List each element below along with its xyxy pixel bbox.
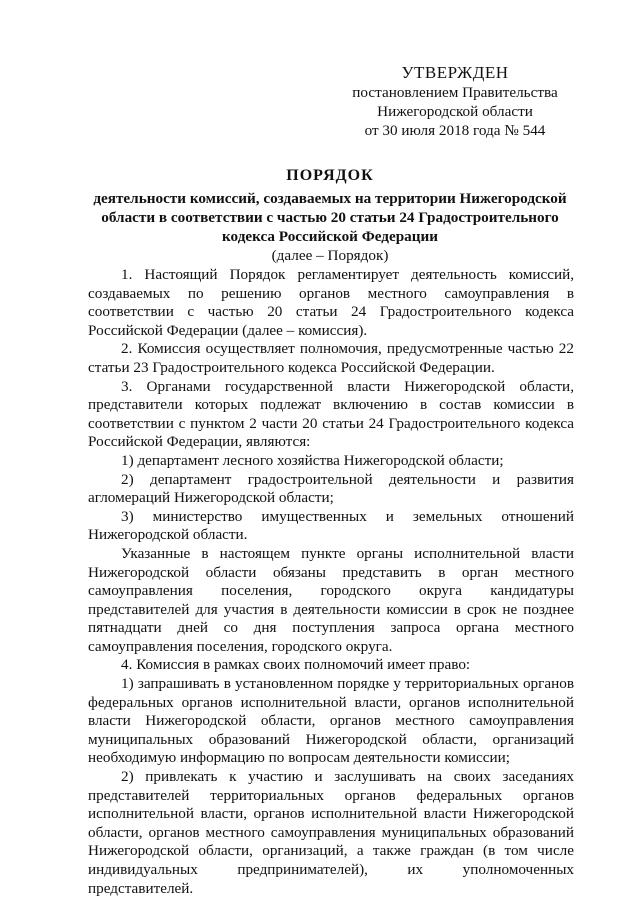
document-subtitle: деятельности комиссий, создаваемых на территории Нижегородской области в соответствии с частью 20 статьи 24 Градостроительного кодекса Российской Федерации [93, 190, 567, 245]
document-body [88, 266, 574, 898]
paragraph: 2) департамент градостроительной деятельности и развития агломераций Нижегородской области; [88, 470, 574, 507]
document-title-block [88, 166, 572, 265]
approval-block [330, 63, 580, 140]
paragraph: 4. Комиссия в рамках своих полномочий имеет право: [121, 656, 471, 674]
paragraph: 1) запрашивать в установленном порядке у территориальных органов федеральных органов исполнительной власти, органов исполнительной власти Нижегородской области, органов местного самоуправления муниципальных образований Нижегородской области, организаций необходимую информацию по вопросам деятельности комиссии; [88, 675, 574, 767]
paragraph: 2. Комиссия осуществляет полномочия, предусмотренные частью 22 статьи 23 Градостроительного кодекса Российской Федерации. [88, 340, 574, 376]
paragraph: Указанные в настоящем пункте органы исполнительной власти Нижегородской области обязаны представить в орган местного самоуправления поселения, городского округа кандидатуры представителей для участия в деятельности комиссии в срок не позднее пятнадцати дней со дня поступления запроса органа местного самоуправления поселения, городского округа. [88, 544, 574, 655]
paragraph: 2) привлекать к участию и заслушивать на своих заседаниях представителей территориальных органов федеральных органов исполнительной власти, органов исполнительной власти Нижегородской области, органов местного самоуправления муниципальных образований Нижегородской области, организаций, а также граждан (в том числе индивидуальных предпринимателей), их уполномоченных представителей. [88, 768, 574, 897]
approval-heading: УТВЕРЖДЕН [401, 63, 509, 82]
document-short-name: (далее – Порядок) [271, 247, 389, 264]
paragraph: 3. Органами государственной власти Нижегородской области, представители которых подлежат включению в состав комиссии в соответствии с пунктом 2 части 20 статьи 24 Градостроительного кодекса Российской Федерации, являются: [88, 377, 574, 451]
approval-line-2: Нижегородской области [377, 103, 533, 120]
approval-line-1: постановлением Правительства [352, 84, 558, 101]
paragraph: 3) министерство имущественных и земельных отношений Нижегородской области. [88, 507, 574, 544]
document-title: ПОРЯДОК [286, 167, 374, 184]
paragraph: 1) департамент лесного хозяйства Нижегородской области; [121, 451, 504, 469]
approval-line-3: от 30 июля 2018 года № 544 [364, 122, 546, 139]
paragraph: 1. Настоящий Порядок регламентирует деятельность комиссий, создаваемых по решению органов местного самоуправления в соответствии с частью 20 статьи 24 Градостроительного кодекса Российской Федерации (далее – комиссия). [88, 266, 574, 339]
